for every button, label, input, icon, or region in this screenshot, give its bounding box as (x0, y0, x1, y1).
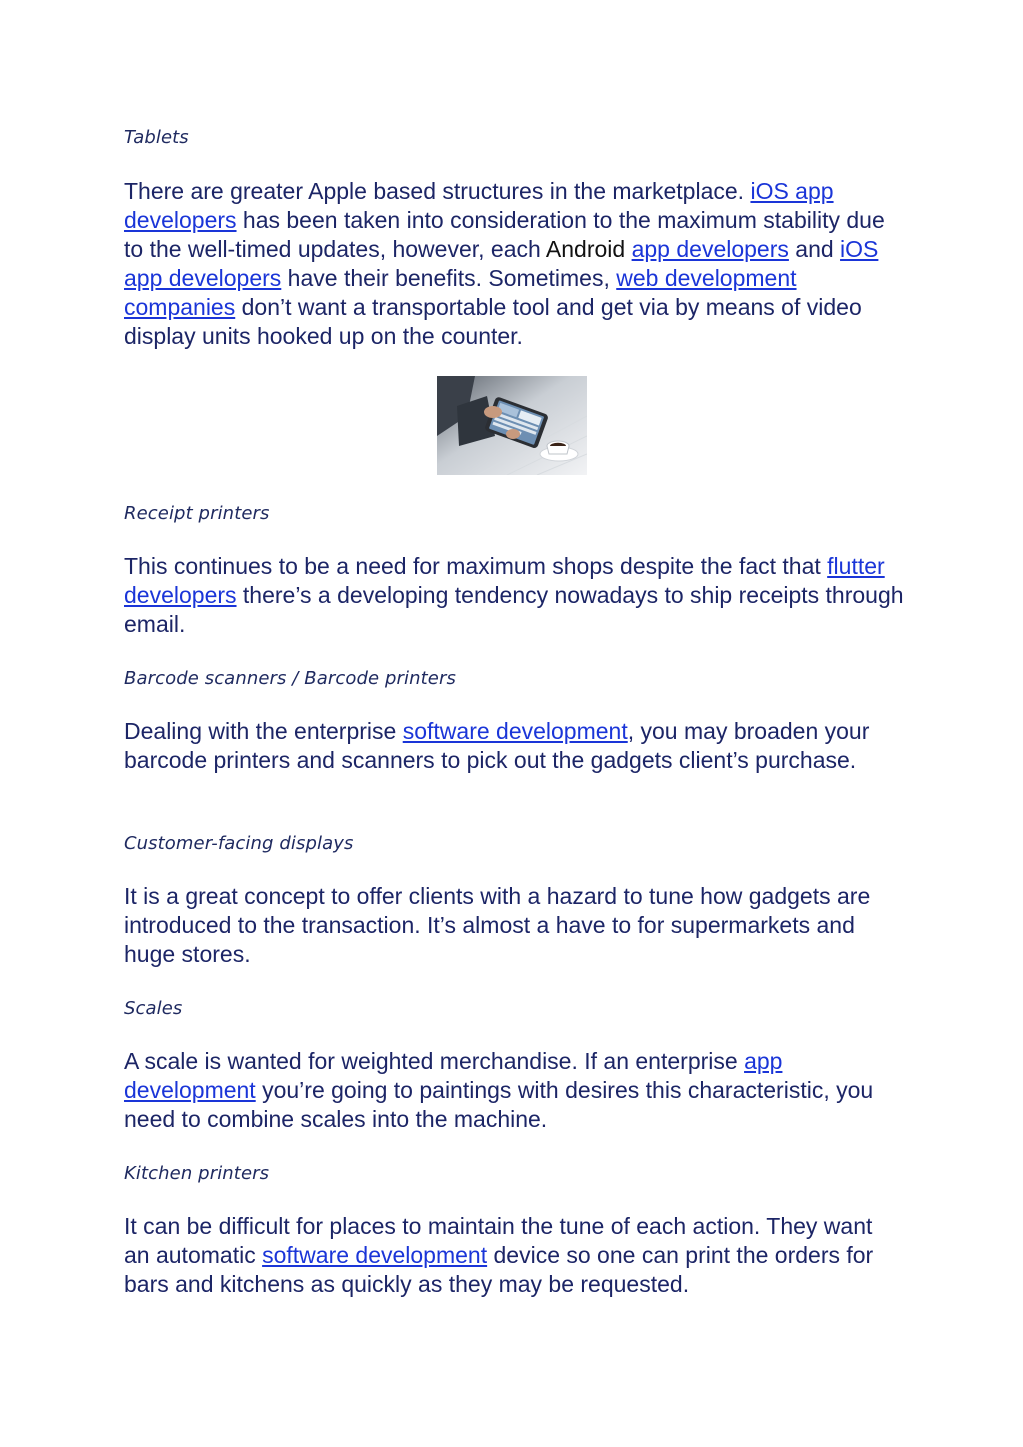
paragraph-receipt-printers (124, 552, 904, 639)
link-ios-app-developers-2[interactable]: iOS app developers (124, 236, 879, 291)
heading-customer-facing-displays: Customer-facing displays (124, 833, 354, 854)
text: you’re going to paintings with desires this characteristic, you need to combine scales into the machine. (124, 1077, 874, 1132)
text-android: Android (545, 236, 626, 262)
heading-tablets: Tablets (124, 127, 189, 148)
paragraph-scales (124, 1047, 904, 1134)
text: It is a great concept to offer clients with a hazard to tune how gadgets are introduced to the transaction. It’s almost a have to for supermarkets and huge stores. (124, 883, 871, 967)
text: device so one can print the orders for bars and kitchens as quickly as they may be requested. (124, 1242, 874, 1297)
text: It can be difficult for places to maintain the tune of each action. They want an automatic (124, 1213, 873, 1268)
paragraph-kitchen-printers (124, 1212, 904, 1299)
heading-scales: Scales (124, 998, 183, 1019)
heading-kitchen-printers: Kitchen printers (124, 1163, 270, 1184)
tablet-photo (437, 376, 587, 475)
link-software-development[interactable]: software development (402, 718, 628, 744)
text: There are greater Apple based structures in the marketplace. (124, 178, 751, 204)
paragraph-customer-facing-displays (124, 882, 904, 969)
tablet-photo-illustration (437, 376, 587, 475)
link-flutter-developers[interactable]: flutter developers (124, 553, 885, 608)
link-app-developers[interactable]: app developers (631, 236, 789, 262)
text: don’t want a transportable tool and get via by means of video display units hooked up on the counter. (124, 294, 862, 349)
link-web-development-companies[interactable]: web development companies (124, 265, 797, 320)
link-app-development[interactable]: app development (124, 1048, 783, 1103)
text: This continues to be a need for maximum shops despite the fact that (124, 553, 828, 579)
link-software-development-2[interactable]: software development (262, 1242, 488, 1268)
text: , you may broaden your barcode printers and scanners to pick out the gadgets client’s purchase. (124, 718, 870, 773)
text: have their benefits. Sometimes, (281, 265, 617, 291)
heading-barcode: Barcode scanners / Barcode printers (124, 668, 456, 689)
text: has been taken into consideration to the maximum stability due to the well-timed updates, however, each (124, 207, 885, 262)
heading-receipt-printers: Receipt printers (124, 503, 270, 524)
text: and (788, 236, 841, 262)
link-ios-app-developers[interactable]: iOS app developers (124, 178, 834, 233)
text: there’s a developing tendency nowadays to ship receipts through email. (124, 582, 904, 637)
paragraph-tablets (124, 177, 904, 351)
paragraph-barcode (124, 717, 904, 775)
text: A scale is wanted for weighted merchandise. If an enterprise (124, 1048, 745, 1074)
text: Dealing with the enterprise (124, 718, 403, 744)
